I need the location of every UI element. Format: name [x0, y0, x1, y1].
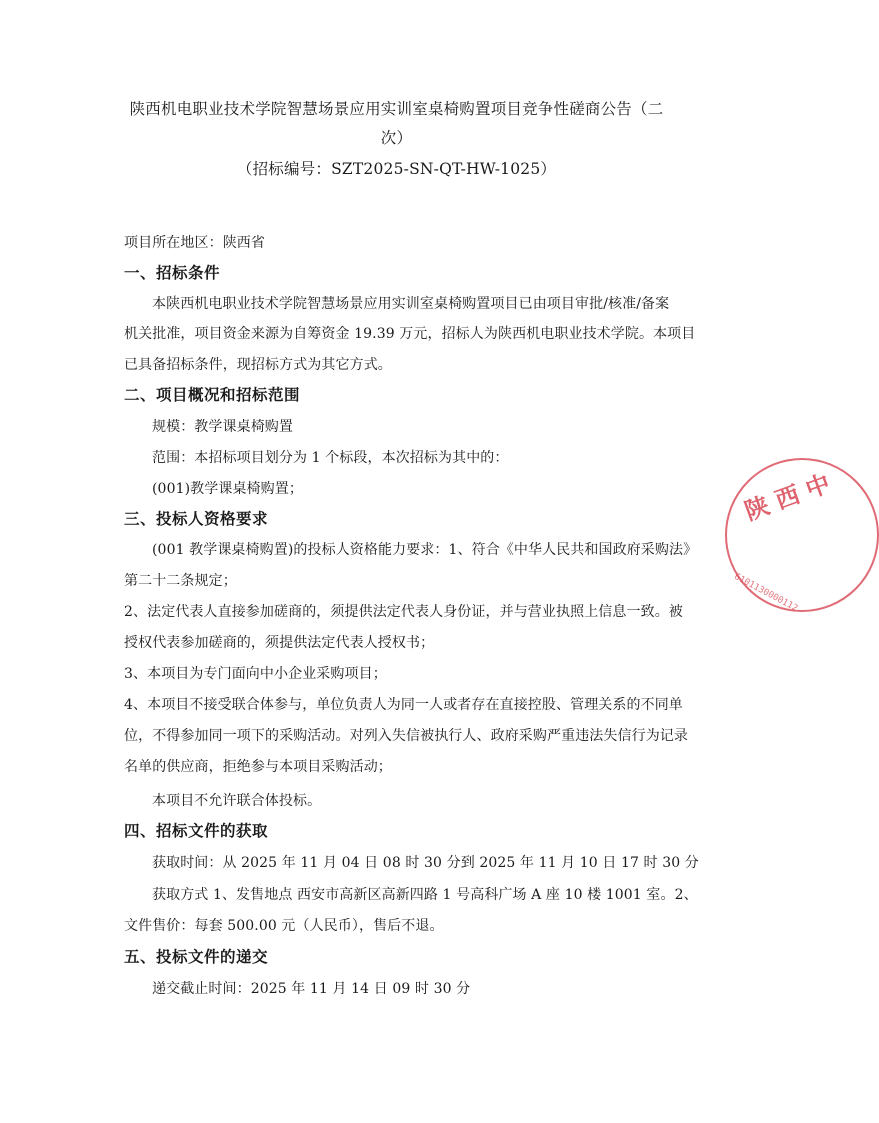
- section-3-line-6: 4、本项目不接受联合体参与，单位负责人为同一人或者存在直接控股、管理关系的不同单: [124, 697, 683, 713]
- section-3-line-5: 3、本项目为专门面向中小企业采购项目；: [124, 666, 387, 682]
- document-title-line-1: 陕西机电职业技术学院智慧场景应用实训室桌椅购置项目竞争性磋商公告（二: [129, 100, 664, 118]
- section-1-line-2: 机关批准，项目资金来源为自筹资金 19.39 万元，招标人为陕西机电职业技术学院。本项目: [124, 326, 696, 342]
- section-3-line-8: 名单的供应商，拒绝参与本项目采购活动；: [124, 759, 392, 775]
- section-4-line-3: 文件售价：每套 500.00 元（人民币），售后不退。: [124, 918, 444, 934]
- section-3-line-9: 本项目不允许联合体投标。: [152, 793, 322, 809]
- section-3-line-1: (001 教学课桌椅购置)的投标人资格能力要求：1、符合《中华人民共和国政府采购法》: [152, 542, 698, 558]
- section-3-line-2: 第二十二条规定；: [124, 573, 237, 589]
- section-2-line-2: 范围：本招标项目划分为 1 个标段，本次招标为其中的：: [152, 450, 509, 466]
- section-5-line-1: 递交截止时间：2025 年 11 月 14 日 09 时 30 分: [152, 981, 471, 997]
- section-3-line-7: 位，不得参加同一项下的采购活动。对列入失信被执行人、政府采购严重违法失信行为记录: [124, 728, 688, 744]
- section-heading-3: 三、投标人资格要求: [124, 510, 269, 528]
- section-2-line-1: 规模：教学课桌椅购置: [152, 419, 293, 435]
- section-heading-2: 二、项目概况和招标范围: [124, 386, 301, 404]
- seal-text: 陕 西 中: [741, 469, 834, 526]
- tender-number: （招标编号：SZT2025-SN-QT-HW-1025）: [236, 160, 557, 178]
- section-2-line-3: (001)教学课桌椅购置；: [152, 481, 303, 497]
- project-region: 项目所在地区：陕西省: [124, 235, 265, 251]
- section-1-line-3: 已具备招标条件，现招标方式为其它方式。: [124, 357, 392, 373]
- section-1-line-1: 本陕西机电职业技术学院智慧场景应用实训室桌椅购置项目已由项目审批/核准/备案: [152, 296, 670, 312]
- section-4-line-1: 获取时间：从 2025 年 11 月 04 日 08 时 30 分到 2025 年 11 月 10 日 17 时 30 分: [152, 855, 699, 871]
- section-3-line-4: 授权代表参加磋商的，须提供法定代表人授权书；: [124, 635, 435, 651]
- section-heading-5: 五、投标文件的递交: [124, 948, 269, 966]
- document-title-line-2: 次）: [380, 129, 413, 147]
- seal-code: 6101130000112: [732, 572, 800, 614]
- section-heading-4: 四、招标文件的获取: [124, 822, 269, 840]
- section-4-line-2: 获取方式 1、发售地点 西安市高新区高新四路 1 号高科广场 A 座 10 楼 1001 室。2、: [152, 887, 698, 903]
- section-3-line-3: 2、法定代表人直接参加磋商的，须提供法定代表人身份证，并与营业执照上信息一致。被: [124, 604, 683, 620]
- section-heading-1: 一、招标条件: [124, 264, 221, 282]
